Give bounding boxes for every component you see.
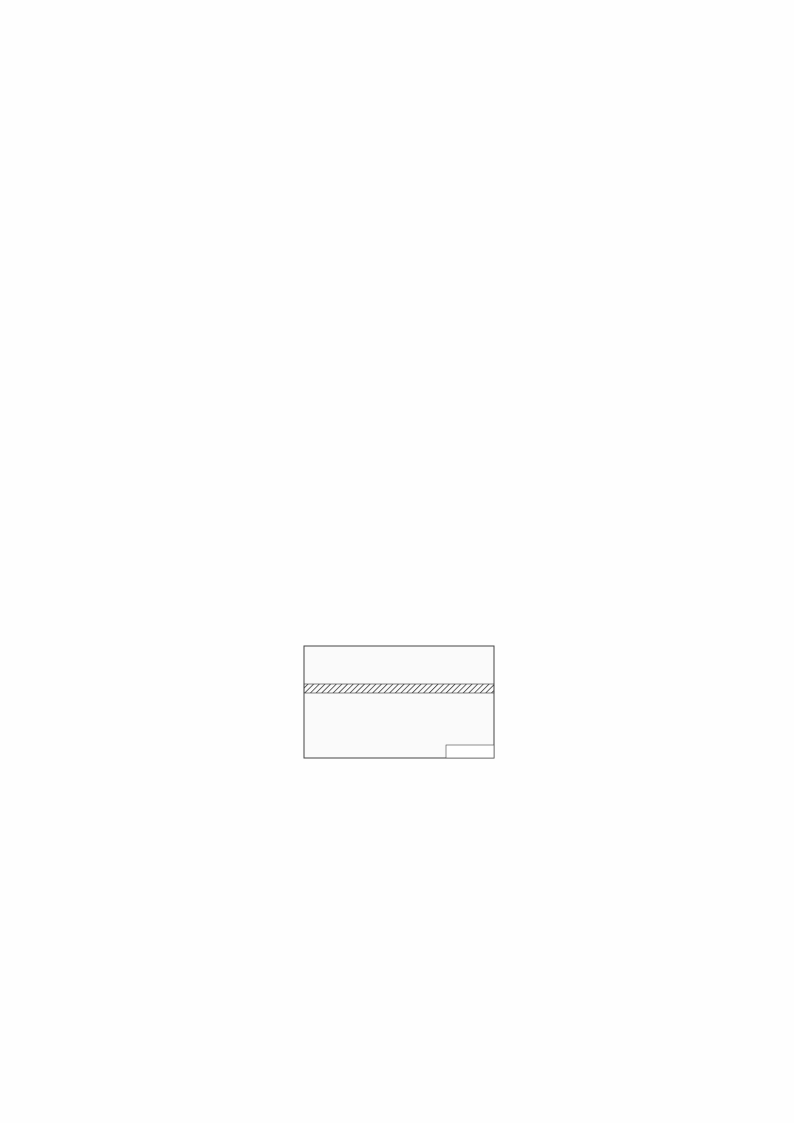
wind-field-figure [286, 632, 498, 762]
tianshan-band [304, 684, 494, 693]
